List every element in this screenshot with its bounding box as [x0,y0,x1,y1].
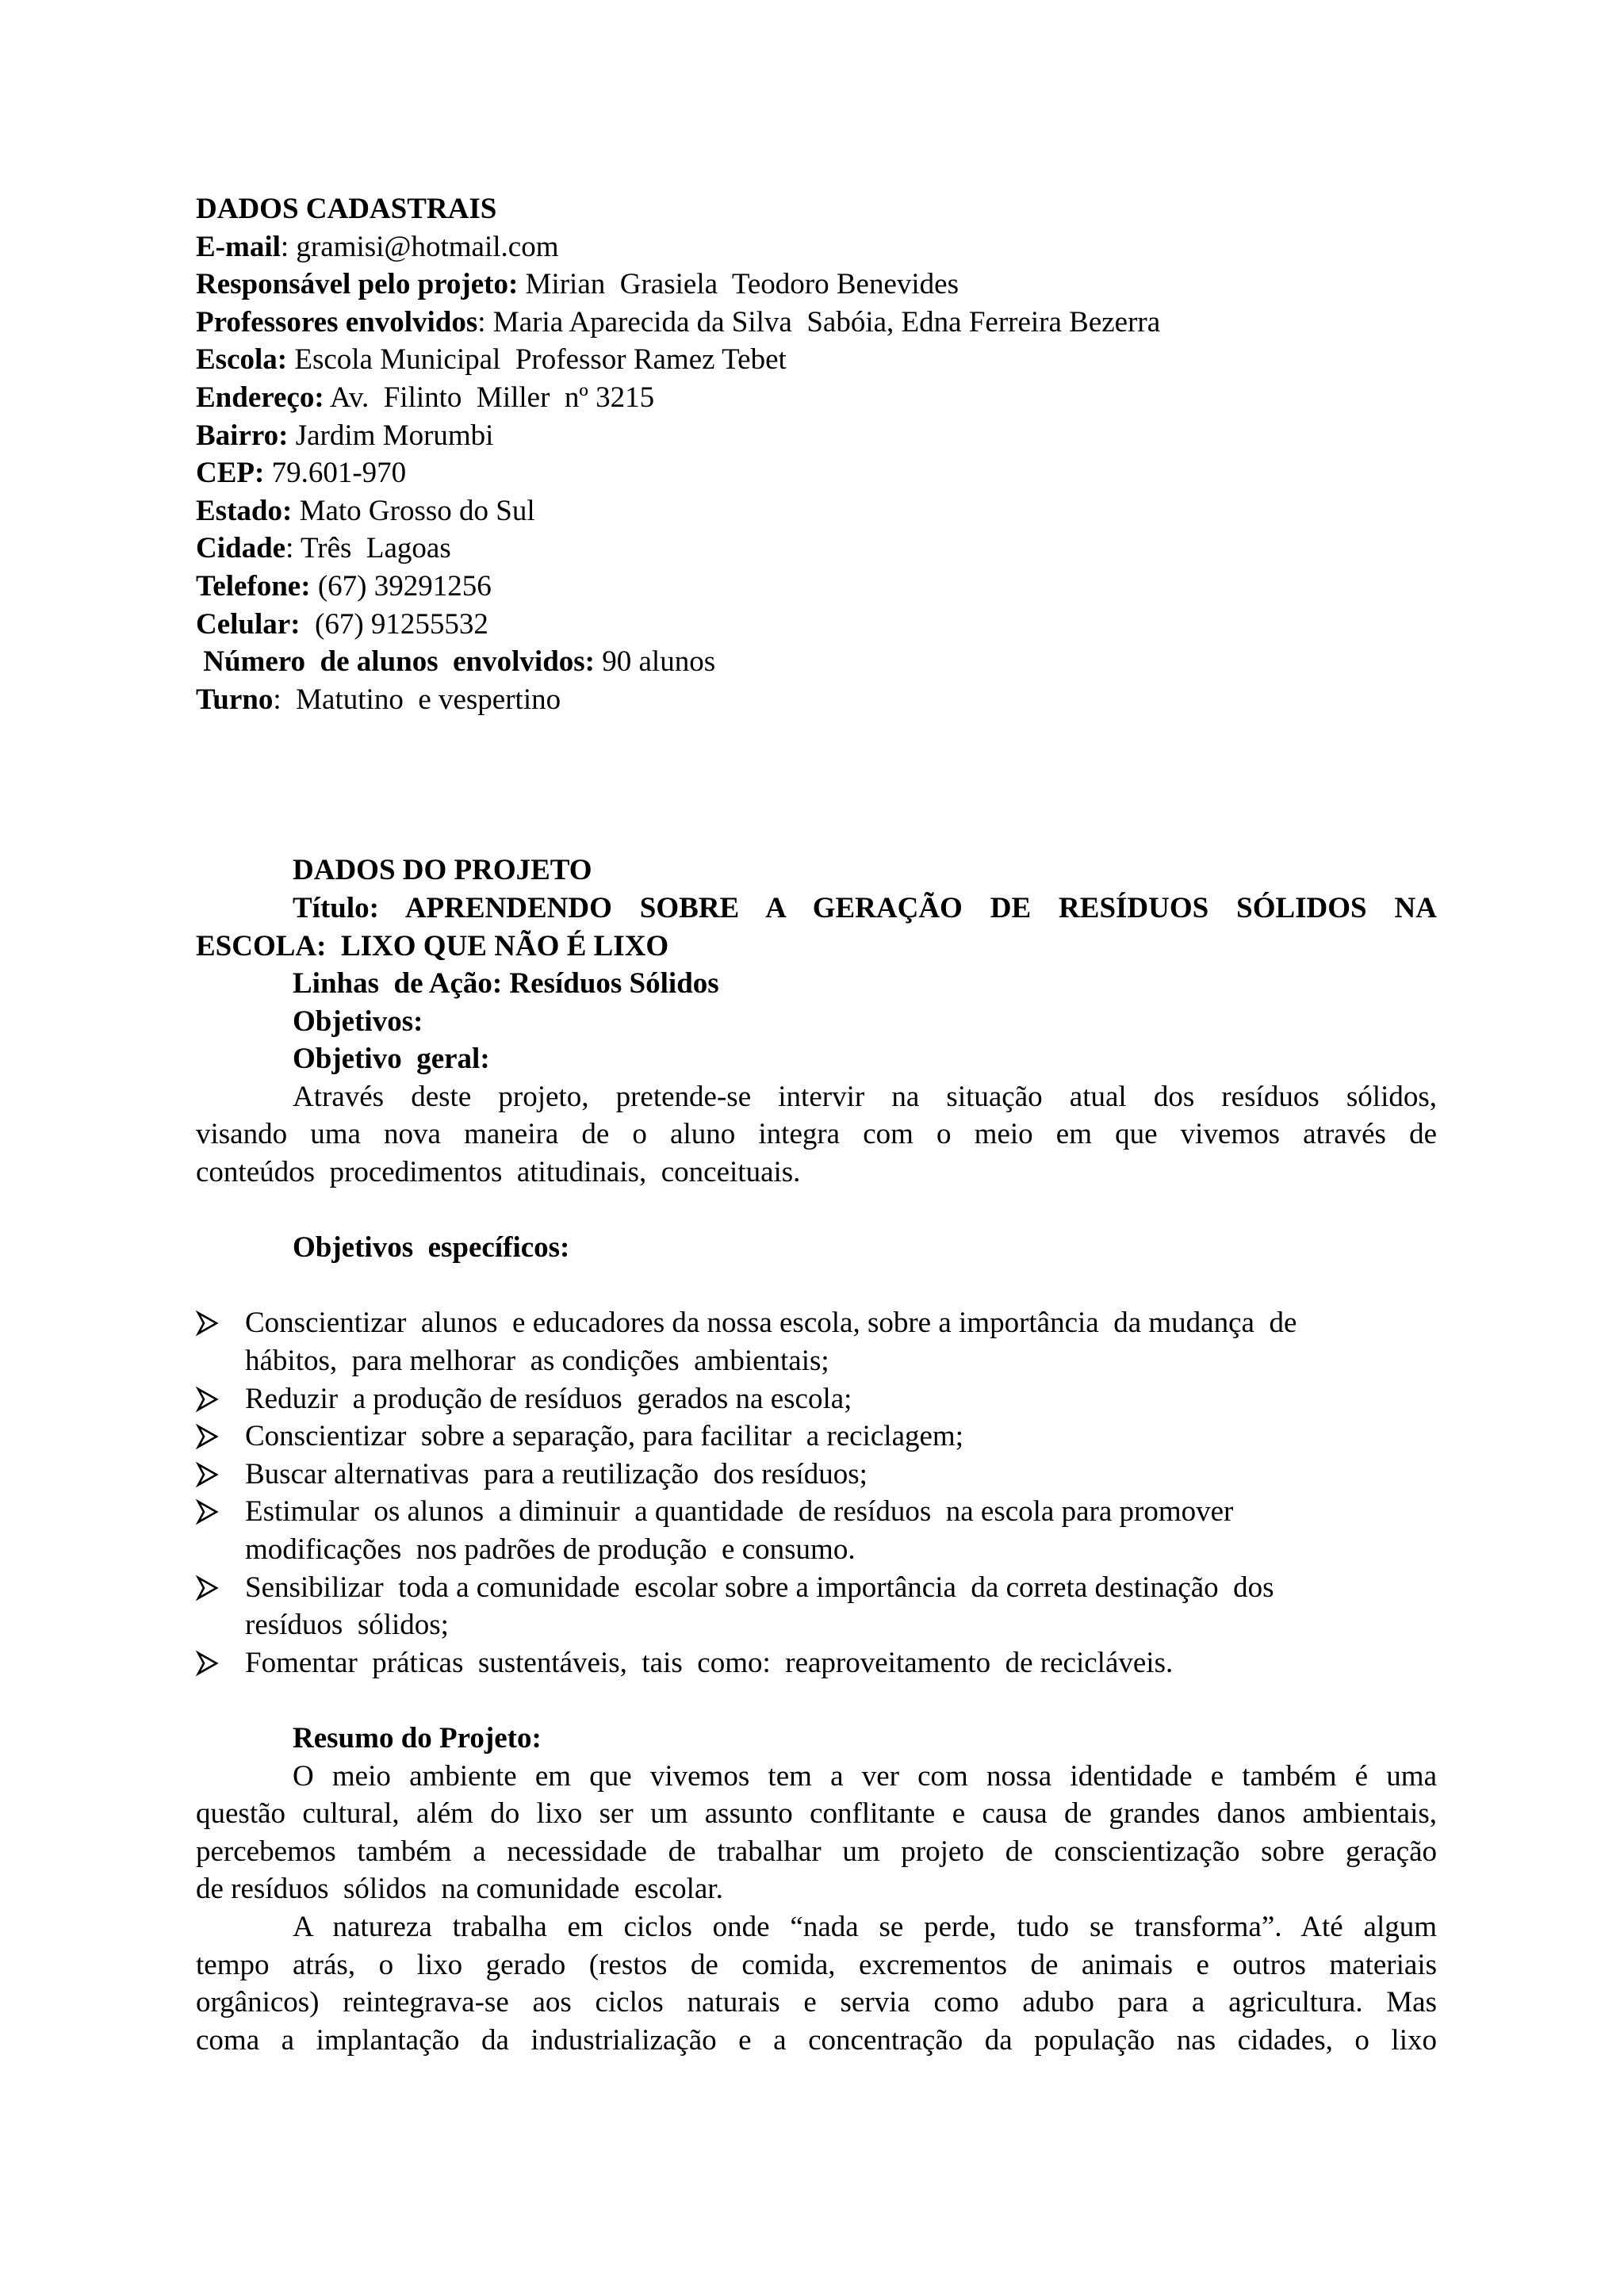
objetivo-especifico-text: resíduos sólidos; [245,1609,449,1642]
cadastro-field-label: Estado: [196,494,293,527]
cadastro-field-value: 90 alunos [595,645,716,679]
resumo-text-line: percebemos também a necessidade de trabalhar um projeto de conscientização sobre geração [196,1835,1437,1868]
cadastro-field-value: (67) 91255532 [300,607,488,641]
objetivo-especifico-item [196,1569,1446,1644]
objetivo-especifico-text: Conscientizar sobre a separação, para facilitar a reciclagem; [245,1420,963,1453]
cadastro-field-value: Jardim Morumbi [288,419,494,452]
resumo-text-line: orgânicos) reintegrava-se aos ciclos naturais e servia como adubo para a agricultura. Mas [196,1986,1437,2019]
objetivos-especificos-list [196,1304,1437,1682]
cadastro-field-separator: : [477,305,486,339]
section-spacer [196,1192,1437,1230]
cadastro-field-label: Cidade [196,532,286,565]
linhas-de-acao: Linhas de Ação: Resíduos Sólidos [293,967,719,1001]
objetivo-especifico-text: Reduzir a produção de resíduos gerados na escola; [245,1382,852,1415]
cadastro-field-label: Celular: [196,607,301,641]
resumo-heading: Resumo do Projeto: [293,1721,542,1755]
cadastro-field-value: Matutino e vespertino [281,683,561,716]
projeto-title-line1: Título: APRENDENDO SOBRE A GERAÇÃO DE RESÍDUOS SÓLIDOS NA [293,891,1437,924]
arrowhead-bullet-icon [196,1304,228,1342]
objetivo-especifico-text: Conscientizar alunos e educadores da nossa escola, sobre a importância da mudança de [245,1307,1297,1340]
arrowhead-bullet-icon [196,1418,228,1456]
objetivo-especifico-text: modificações nos padrões de produção e consumo. [245,1533,856,1566]
section-spacer [196,1267,1437,1305]
cadastro-field-value: Av. Filinto Miller nº 3215 [324,381,655,414]
objetivo-geral-text-line3: conteúdos procedimentos atitudinais, conceituais. [196,1156,801,1189]
section-spacer [196,1682,1437,1720]
cadastro-field-line [196,341,1437,379]
cadastro-field-line [196,530,1437,568]
arrowhead-bullet-icon [196,1380,228,1418]
cadastro-field-line [196,492,1437,530]
cadastro-field-separator: : [285,532,294,565]
cadastro-field-label: Turno [196,683,274,716]
objetivo-geral-text-line1: Através deste projeto, pretende-se intervir na situação atual dos resíduos sólidos, [293,1080,1437,1113]
objetivo-especifico-item [196,1380,1446,1418]
resumo-text-line: O meio ambiente em que vivemos tem a ver com nossa identidade e também é uma [293,1759,1437,1793]
cadastro-field-label: Número de alunos envolvidos: [196,645,595,679]
cadastro-heading: DADOS CADASTRAIS [196,193,497,225]
cadastro-field-value: Maria Aparecida da Silva Sabóia, Edna Ferreira Bezerra [485,305,1161,339]
cadastro-field-line [196,643,1437,681]
cadastro-field-line [196,304,1437,342]
cadastro-field-label: Endereço: [196,381,324,414]
cadastro-field-label: Responsável pelo projeto: [196,268,519,301]
arrowhead-bullet-icon [196,1644,228,1682]
objetivo-especifico-text: Fomentar práticas sustentáveis, tais como: reaproveitamento de recicláveis. [245,1646,1174,1679]
section-spacer [196,718,1437,851]
objetivos-heading: Objetivos: [293,1004,423,1038]
cadastro-field-line [196,681,1437,719]
objetivo-especifico-item [196,1644,1446,1682]
cadastro-field-label: Telefone: [196,569,311,603]
cadastro-field-value: (67) 39291256 [310,569,492,603]
objetivos-especificos-heading: Objetivos específicos: [293,1231,570,1265]
arrowhead-bullet-icon [196,1569,228,1607]
cadastro-field-line [196,228,1437,266]
resumo-text-line: coma a implantação da industrialização e a concentração da população nas cidades, o lixo [196,2023,1437,2057]
arrowhead-bullet-icon [196,1456,228,1494]
projeto-heading: DADOS DO PROJETO [293,854,592,887]
cadastro-field-value: Três Lagoas [293,532,451,565]
cadastro-field-line [196,266,1437,304]
objetivo-especifico-text: Estimular os alunos a diminuir a quantidade de resíduos na escola para promover [245,1495,1234,1529]
cadastro-field-line [196,379,1437,417]
cadastro-field-line [196,568,1437,606]
cadastro-fields [196,228,1437,719]
objetivo-especifico-text: Buscar alternativas para a reutilização dos resíduos; [245,1457,868,1490]
cadastro-field-value: gramisi@hotmail.com [289,230,559,263]
cadastro-field-value: Mato Grosso do Sul [292,494,535,527]
objetivo-especifico-item [196,1418,1446,1456]
document-body [196,190,1437,2059]
objetivo-geral-text-line2: visando uma nova maneira de o aluno integra com o meio em que vivemos através de [196,1118,1437,1151]
resumo-paragraph-2 [196,1908,1437,2059]
cadastro-field-label: CEP: [196,457,265,490]
cadastro-field-label: Professores envolvidos [196,305,478,339]
cadastro-field-line [196,606,1437,644]
cadastro-field-value: Mirian Grasiela Teodoro Benevides [518,268,959,301]
resumo-text-line: tempo atrás, o lixo gerado (restos de comida, excrementos de animais e outros materiais [196,1948,1437,1981]
objetivo-especifico-item [196,1304,1446,1380]
cadastro-field-value: Escola Municipal Professor Ramez Tebet [287,343,787,377]
resumo-text-line: questão cultural, além do lixo ser um assunto conflitante e causa de grandes danos ambientais, [196,1797,1437,1831]
objetivo-geral-heading: Objetivo geral: [293,1043,490,1076]
cadastro-field-line [196,417,1437,455]
objetivo-especifico-item [196,1493,1446,1568]
objetivo-especifico-text: Sensibilizar toda a comunidade escolar sobre a importância da correta destinação dos [245,1571,1274,1604]
objetivo-especifico-text: hábitos, para melhorar as condições ambientais; [245,1345,829,1378]
projeto-title-line2: ESCOLA: LIXO QUE NÃO É LIXO [196,929,669,962]
cadastro-field-value: 79.601-970 [264,457,407,490]
cadastro-field-separator: : [273,683,282,716]
cadastro-field-label: E-mail [196,230,281,263]
cadastro-field-label: Escola: [196,343,288,377]
cadastro-field-line [196,454,1437,492]
resumo-paragraph-1 [196,1758,1437,1908]
objetivo-especifico-item [196,1456,1446,1494]
resumo-text-line: A natureza trabalha em ciclos onde “nada se perde, tudo se transforma”. Até algum [293,1910,1437,1943]
resumo-text-line: de resíduos sólidos na comunidade escolar. [196,1873,723,1906]
cadastro-field-separator: : [280,230,289,263]
cadastro-field-label: Bairro: [196,419,289,452]
arrowhead-bullet-icon [196,1493,228,1531]
